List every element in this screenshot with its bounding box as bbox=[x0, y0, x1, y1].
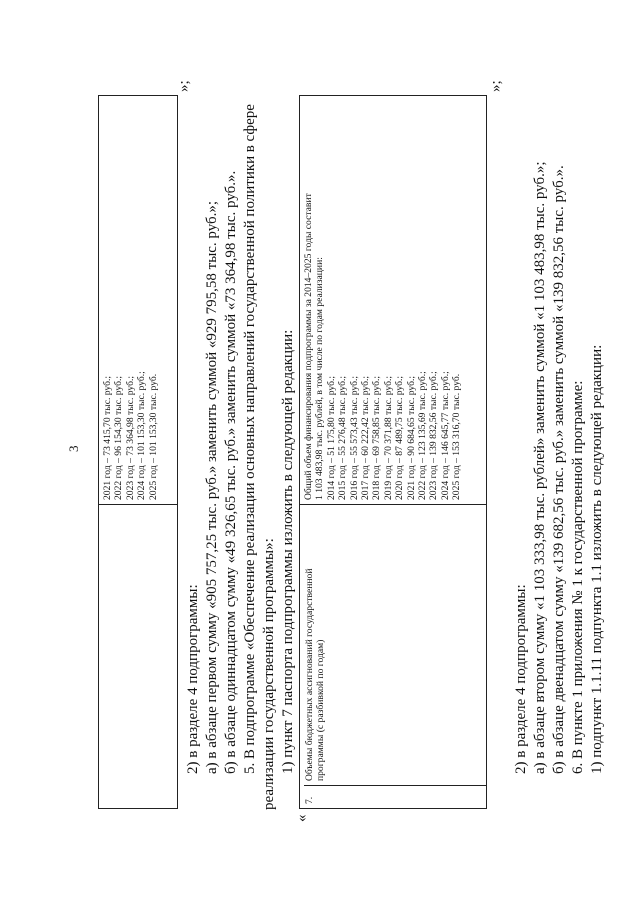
row-label-line: программы (с разбивкой по годам) bbox=[315, 639, 327, 781]
word: подпрограмме bbox=[242, 653, 258, 746]
financing-line: 2015 год – 55 276,48 тыс. руб.; bbox=[337, 375, 349, 500]
financing-line: Общий объем финансирования подпрограммы за 2014–2025 годы составит bbox=[303, 193, 314, 500]
main-table-closing-quote: »; bbox=[488, 80, 504, 92]
financing-line: 2014 год – 51 175,80 тыс. руб.; bbox=[325, 375, 337, 500]
top-table-value-cell bbox=[99, 96, 177, 504]
paragraph: б) в абзаце двенадцатом сумму «139 682,56 тыс. руб.» заменить суммой «139 832,56 тыс. руб.». bbox=[551, 165, 567, 774]
financing-line: 2018 год – 69 758,85 тыс. руб.; bbox=[371, 375, 383, 500]
paragraph: 1) подпункт 1.1.11 подпункта 1.1 изложить в следующей редакции: bbox=[589, 344, 605, 774]
word: «Обеспечение bbox=[242, 559, 258, 651]
word: реализации bbox=[242, 482, 258, 556]
financing-line: 2017 год – 60 222,42 тыс. руб.; bbox=[360, 375, 372, 500]
word: направлений bbox=[242, 330, 258, 413]
paragraph: а) в абзаце втором сумму «1 103 333,98 тыс. рублей» заменить суммой «1 103 483,98 тыс. руб.»; bbox=[532, 161, 548, 774]
financing-line: 1 103 483,98 тыс. рублей, в том числе по годам реализации: bbox=[314, 257, 326, 500]
financing-line: 2021 год – 90 684,65 тыс. руб.; bbox=[405, 375, 417, 500]
top-table-line: 2021 год – 73 415,70 тыс. руб.; bbox=[102, 375, 113, 500]
main-table-value-cell bbox=[300, 96, 486, 504]
paragraph: реализации государственной программы»: bbox=[261, 538, 277, 810]
top-table bbox=[98, 95, 178, 809]
word: В bbox=[242, 749, 258, 760]
paragraph: а) в абзаце первом сумму «905 757,25 тыс. руб.» заменить суммой «929 795,58 тыс. руб.»; bbox=[204, 200, 220, 774]
paragraph: б) в абзаце одиннадцатом сумму «49 326,65 тыс. руб.» заменить суммой «73 364,98 тыс. руб.». bbox=[223, 170, 239, 774]
word: 5. bbox=[242, 762, 258, 774]
financing-line: 2025 год – 153 316,70 тыс. руб. bbox=[451, 373, 463, 500]
financing-line: 2020 год – 87 489,75 тыс. руб.; bbox=[394, 375, 406, 500]
paragraph: 6. В пункте 1 приложения № 1 к государственной программе: bbox=[570, 380, 586, 774]
financing-line: 2022 год – 123 135,69 тыс. руб.; bbox=[417, 371, 429, 500]
word: основных bbox=[242, 416, 258, 479]
financing-line: 2019 год – 70 371,88 тыс. руб.; bbox=[382, 375, 394, 500]
word: политики bbox=[242, 155, 258, 217]
financing-line: 2023 год – 139 832,56 тыс. руб.; bbox=[428, 371, 440, 500]
main-table-label-cell bbox=[300, 504, 486, 808]
financing-line: 2016 год – 55 573,43 тыс. руб.; bbox=[348, 375, 360, 500]
main-table bbox=[299, 95, 487, 809]
top-table-closing-quote: »; bbox=[176, 80, 192, 92]
paragraph: 2) в разделе 4 подпрограммы: bbox=[513, 584, 529, 774]
page-number: 3 bbox=[66, 445, 81, 452]
financing-line: 2024 год – 146 645,77 тыс. руб.; bbox=[439, 371, 451, 500]
paragraph: 2) в разделе 4 подпрограммы: bbox=[185, 584, 201, 774]
top-table-line: 2024 год – 101 153,30 тыс. руб.; bbox=[136, 371, 148, 500]
paragraph-justified bbox=[241, 104, 260, 774]
row-label-line: Объемы бюджетных ассигнований государственной bbox=[304, 568, 315, 781]
top-table-line: 2023 год – 73 364,98 тыс. руб.; bbox=[124, 375, 136, 500]
top-table-label-cell bbox=[99, 504, 177, 808]
top-table-line: 2022 год – 96 154,30 тыс. руб.; bbox=[113, 375, 125, 500]
paragraph: 1) пункт 7 паспорта подпрограммы изложить в следующей редакции: bbox=[280, 329, 296, 774]
top-table-line: 2025 год – 101 153,30 тыс. руб. bbox=[147, 373, 159, 500]
word: сфере bbox=[242, 104, 258, 142]
main-table-open-quote: « bbox=[294, 814, 310, 822]
row-label bbox=[304, 569, 486, 787]
word: в bbox=[242, 145, 258, 153]
word: государственной bbox=[242, 220, 258, 328]
row-number: 7. bbox=[304, 796, 315, 804]
